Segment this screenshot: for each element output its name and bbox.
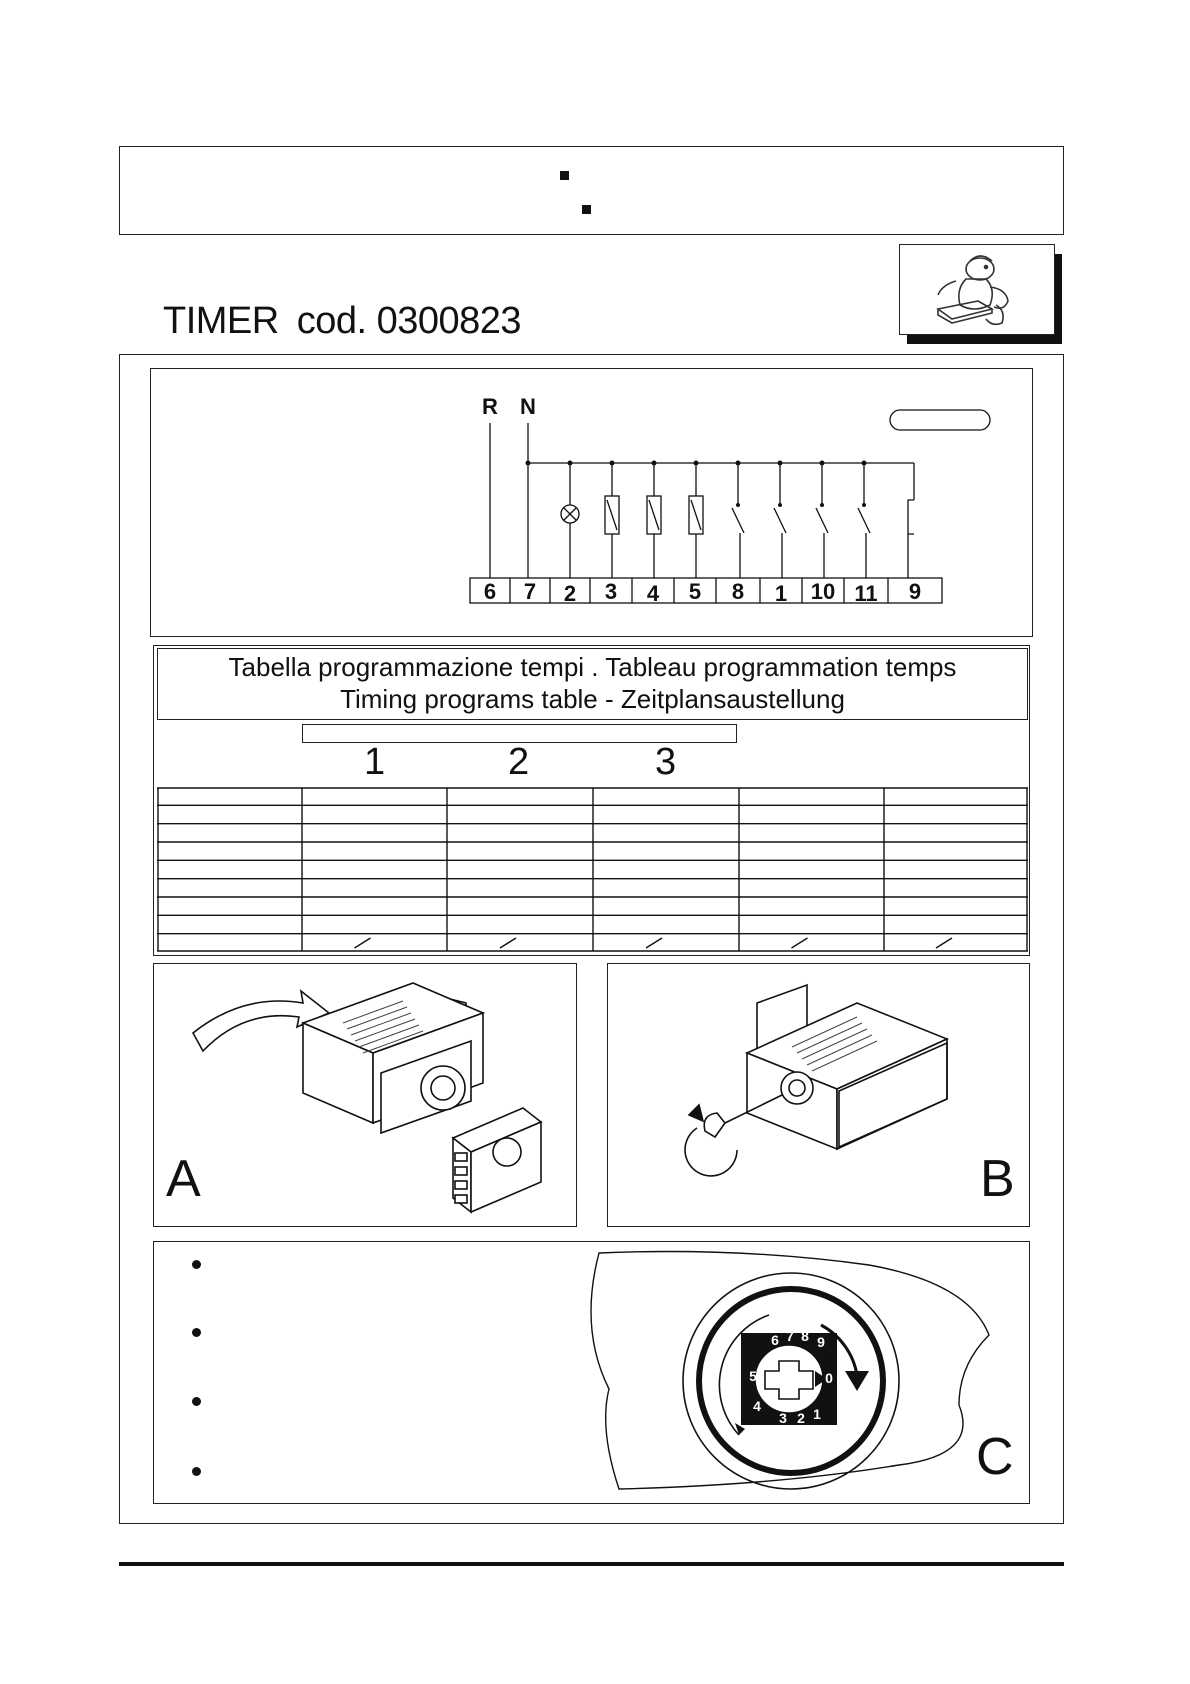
dial-digit: 5	[749, 1368, 757, 1384]
dial-digit: 9	[817, 1334, 825, 1350]
dial-digit: 7	[786, 1328, 794, 1344]
figure-b-panel	[607, 963, 1030, 1227]
timer-mounting-illustration	[153, 963, 577, 1227]
dial-digit: 8	[801, 1328, 809, 1344]
dial-illustration	[153, 1241, 1030, 1504]
mascot-icon	[900, 245, 1053, 333]
dial-digit: 0	[825, 1370, 833, 1386]
table-title	[157, 648, 1028, 720]
timer-adjust-illustration	[607, 963, 1030, 1227]
terminal-label: 2	[563, 581, 577, 606]
column-number: 2	[508, 741, 530, 783]
supply-label-n: N	[520, 394, 536, 419]
wiring-diagram	[150, 368, 1033, 637]
terminal-label: 4	[646, 581, 660, 606]
dial-digit: 6	[771, 1332, 779, 1348]
table-title-line1: Tabella programmazione tempi . Tableau programmation temps	[228, 652, 957, 682]
title-code: cod. 0300823	[296, 300, 522, 342]
figure-c-label: C	[976, 1428, 1014, 1486]
dial-digit: 1	[813, 1406, 821, 1422]
terminal-label: 7	[523, 579, 537, 604]
logo	[899, 244, 1055, 335]
figure-c-panel	[153, 1241, 1030, 1504]
figure-a-panel	[153, 963, 577, 1227]
supply-label-r: R	[482, 394, 498, 419]
figure-a-label: A	[166, 1150, 201, 1208]
dial-digit: 2	[797, 1410, 805, 1426]
wiring-diagram-panel	[150, 368, 1033, 637]
header-box	[119, 146, 1064, 235]
header-marker	[582, 205, 591, 214]
terminal-label: 6	[483, 579, 497, 604]
grid-tick-mark	[936, 938, 952, 948]
column-number: 1	[364, 741, 386, 783]
figure-b-label: B	[980, 1150, 1015, 1208]
terminal-label: 1	[774, 581, 788, 606]
table-title-line2: Timing programs table - Zeitplansaustellung	[340, 684, 845, 714]
terminal-label: 10	[810, 579, 836, 604]
terminal-label: 11	[854, 581, 878, 606]
program-grid	[157, 787, 1028, 952]
dial-digit: 4	[753, 1398, 761, 1414]
title-keyword: TIMER	[163, 300, 279, 342]
terminal-label: 5	[688, 579, 702, 604]
page-title	[163, 300, 521, 343]
terminal-label: 8	[731, 579, 745, 604]
terminal-label: 3	[604, 579, 618, 604]
grid-tick-mark	[500, 938, 516, 948]
dial-digit: 3	[779, 1410, 787, 1426]
footer-rule	[119, 1562, 1064, 1566]
header-marker	[560, 171, 569, 180]
column-number: 3	[655, 741, 677, 783]
terminal-label: 9	[908, 579, 922, 604]
grid-tick-mark	[646, 938, 662, 948]
grid-tick-mark	[355, 938, 371, 948]
grid-tick-mark	[792, 938, 808, 948]
